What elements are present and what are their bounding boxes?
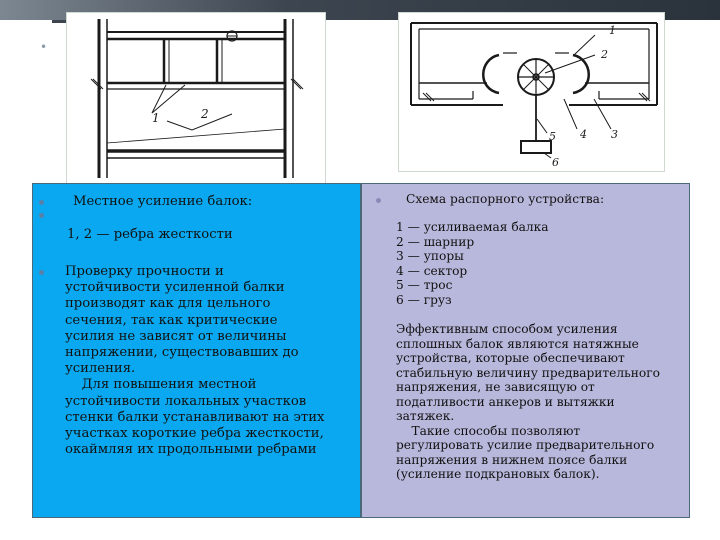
body-line: стабильную величину предварительного [396, 365, 660, 380]
panel-subtitle: 1, 2 — ребра жесткости [67, 227, 233, 242]
body-line: напряжении, существовавших до [65, 345, 299, 361]
body-line: Эффективным способом усиления [396, 322, 618, 336]
strut-device-panel [361, 183, 690, 518]
legend-item: 5 — трос [396, 278, 453, 292]
legend-item: 2 — шарнир [396, 234, 475, 249]
body-line: податливости анкеров и вытяжки [396, 394, 615, 409]
panel-title: Схема распорного устройства: [406, 192, 605, 206]
bullet-marker [39, 270, 44, 275]
body-line: производят как для цельного [65, 296, 271, 312]
body-line: напряжения, не зависящую от [396, 380, 595, 394]
legend-item: 6 — груз [396, 292, 452, 307]
body-line: окаймляя их продольными ребрами [65, 442, 317, 458]
part-label-3: 3 [611, 128, 618, 141]
panel-body [65, 264, 357, 458]
beam-reinforcement-panel [32, 183, 361, 518]
strut-device-drawing [398, 12, 665, 172]
bullet-marker [39, 200, 44, 205]
body-line: устойчивости локальных участков [65, 393, 307, 409]
panel-title: Местное усиление балок: [73, 194, 253, 209]
legend-list [396, 220, 686, 307]
slide-bullet: • [40, 40, 48, 54]
bullet-marker [376, 198, 381, 203]
part-label-4: 4 [580, 128, 587, 141]
body-line: устойчивости усиленной балки [65, 280, 285, 296]
beam-stiffener-svg [67, 13, 325, 183]
body-line: напряжения в нижнем поясе балки [396, 452, 628, 467]
body-line: сплошных балок являются натяжные [396, 336, 639, 351]
body-line: стенки балки устанавливают на этих [65, 409, 325, 425]
body-line: Для повышения местной [65, 377, 257, 393]
stiffener-label-2: 2 [201, 107, 209, 121]
body-line: регулировать усилие предварительного [396, 438, 655, 452]
panel-body [396, 322, 688, 482]
stiffener-label-1: 1 [152, 111, 160, 125]
body-line: Такие способы позволяют [396, 423, 581, 438]
legend-item: 4 — сектор [396, 263, 468, 278]
body-line: участках короткие ребра жесткости, [65, 426, 324, 442]
part-label-5: 5 [549, 130, 556, 143]
part-label-2: 2 [601, 48, 608, 61]
strut-device-svg [399, 13, 664, 171]
part-label-1: 1 [609, 24, 616, 37]
body-line: (усиление подкрановых балок). [396, 467, 600, 481]
body-line: усилия не зависят от величины [65, 328, 287, 344]
legend-item: 1 — усиливаемая балка [396, 220, 549, 234]
body-line: Проверку прочности и [65, 264, 224, 279]
body-line: устройства, которые обеспечивают [396, 351, 625, 365]
body-line: усиления. [65, 361, 136, 377]
bullet-marker [39, 213, 44, 218]
body-line: затяжек. [396, 409, 455, 423]
beam-stiffener-drawing [66, 12, 326, 184]
part-label-6: 6 [552, 156, 559, 169]
body-line: сечения, так как критические [65, 312, 278, 328]
legend-item: 3 — упоры [396, 249, 464, 263]
